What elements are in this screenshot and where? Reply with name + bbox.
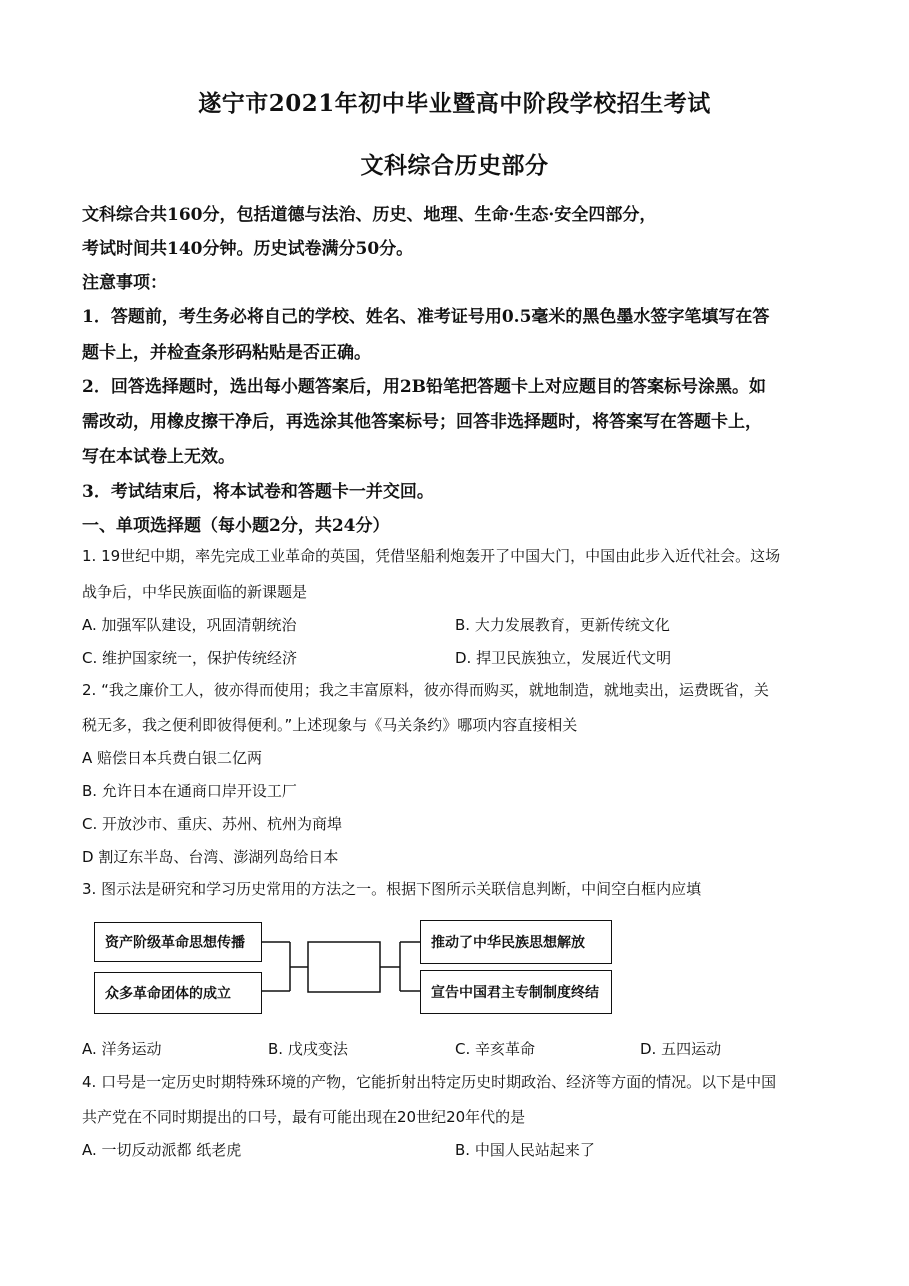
q4-option-a: A. 一切反动派都 纸老虎 — [82, 1141, 242, 1159]
q1-option-b: B. 大力发展教育，更新传统文化 — [455, 616, 670, 634]
q2-option-a: A 赔偿日本兵费白银二亿两 — [82, 749, 263, 767]
intro-line-2: 考试时间共140分钟。历史试卷满分50分。 — [82, 239, 414, 259]
q3-option-c: C. 辛亥革命 — [455, 1040, 536, 1058]
q1-stem-a: 1. 19世纪中期，率先完成工业革命的英国，凭借坚船利炮轰开了中国大门，中国由此步入近代社会。这场 — [82, 547, 781, 565]
diagram-box-left-top: 资产阶级革命思想传播 — [94, 922, 262, 962]
q4-stem-a: 4. 口号是一定历史时期特殊环境的产物，它能折射出特定历史时期政治、经济等方面的情况。以下是中国 — [82, 1073, 777, 1091]
q2-option-b: B. 允许日本在通商口岸开设工厂 — [82, 782, 297, 800]
notice-heading: 注意事项： — [82, 273, 167, 293]
q3-stem: 3. 图示法是研究和学习历史常用的方法之一。根据下图所示关联信息判断，中间空白框内应填 — [82, 880, 702, 898]
q4-option-b: B. 中国人民站起来了 — [455, 1141, 595, 1159]
q1-stem-b: 战争后，中华民族面临的新课题是 — [82, 583, 308, 601]
diagram-box-left-bottom: 众多革命团体的成立 — [94, 972, 262, 1014]
notice-item-3: 3．考试结束后，将本试卷和答题卡一并交回。 — [82, 482, 434, 502]
q4-stem-b: 共产党在不同时期提出的口号，最有可能出现在20世纪20年代的是 — [82, 1108, 526, 1126]
q2-option-d: D 割辽东半岛、台湾、澎湖列岛给日本 — [82, 848, 339, 866]
diagram-box-right-bottom: 宣告中国君主专制制度终结 — [420, 970, 612, 1014]
q3-option-d: D. 五四运动 — [640, 1040, 722, 1058]
page-title: 遂宁市2021年初中毕业暨高中阶段学校招生考试 — [198, 90, 711, 117]
notice-item-1a: 1．答题前，考生务必将自己的学校、姓名、准考证号用0.5毫米的黑色墨水签字笔填写在答 — [82, 307, 770, 327]
q1-option-a: A. 加强军队建设，巩固清朝统治 — [82, 616, 297, 634]
q2-stem-a: 2. “我之廉价工人，彼亦得而使用；我之丰富原料，彼亦得而购买，就地制造，就地卖出，运费既省，关 — [82, 681, 769, 699]
page-subtitle: 文科综合历史部分 — [360, 152, 549, 179]
section-heading: 一、单项选择题（每小题2分，共24分） — [82, 516, 390, 536]
q2-stem-b: 税无多，我之便利即彼得便利。”上述现象与《马关条约》哪项内容直接相关 — [82, 716, 578, 734]
q1-option-c: C. 维护国家统一，保护传统经济 — [82, 649, 298, 667]
notice-item-1b: 题卡上，并检查条形码粘贴是否正确。 — [82, 343, 371, 363]
q1-option-d: D. 捍卫民族独立，发展近代文明 — [455, 649, 672, 667]
intro-line-1: 文科综合共160分，包括道德与法治、历史、地理、生命·生态·安全四部分， — [82, 205, 657, 225]
notice-item-2a: 2．回答选择题时，选出每小题答案后，用2B铅笔把答题卡上对应题目的答案标号涂黑。如 — [82, 377, 767, 397]
notice-item-2b: 需改动，用橡皮擦干净后，再选涂其他答案标号；回答非选择题时，将答案写在答题卡上， — [82, 412, 762, 432]
q2-option-c: C. 开放沙市、重庆、苏州、杭州为商埠 — [82, 815, 343, 833]
notice-item-2c: 写在本试卷上无效。 — [82, 447, 235, 467]
diagram-box-right-top: 推动了中华民族思想解放 — [420, 920, 612, 964]
q3-option-a: A. 洋务运动 — [82, 1040, 162, 1058]
q3-option-b: B. 戊戌变法 — [268, 1040, 348, 1058]
